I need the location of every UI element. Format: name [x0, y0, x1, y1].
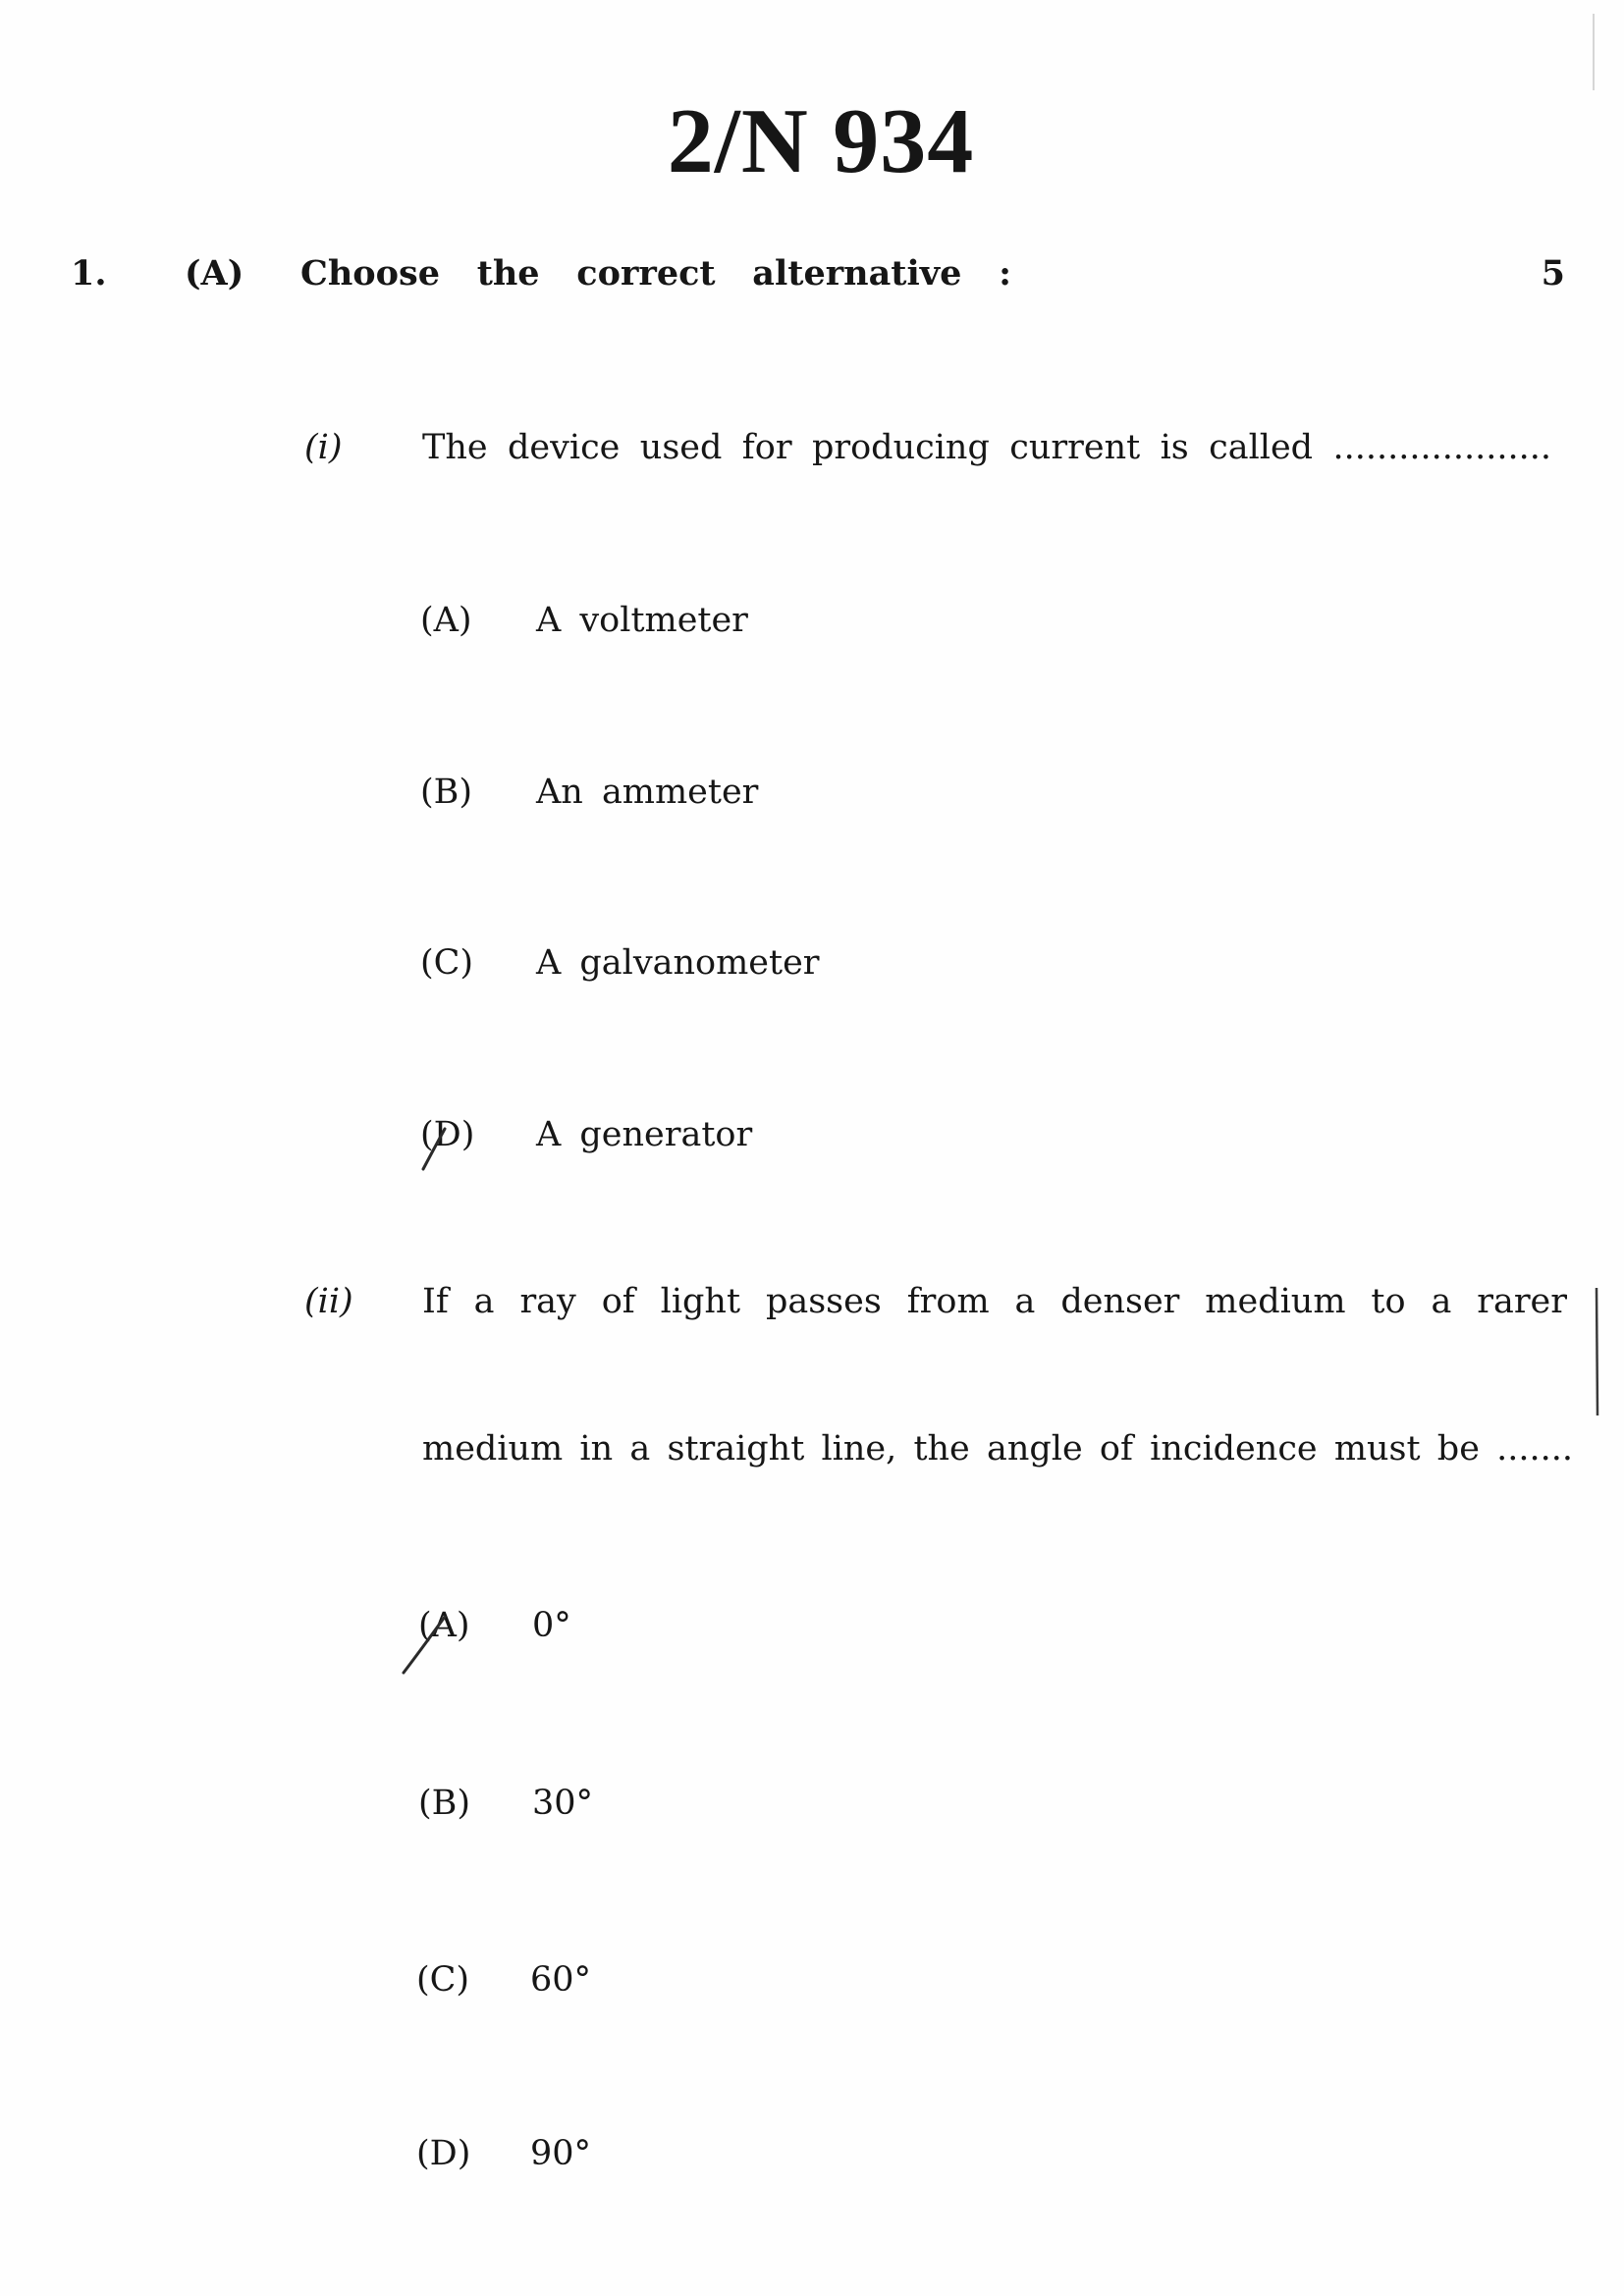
- paper-code-title: 2/N 934: [667, 90, 975, 192]
- option-label: (B): [418, 1784, 471, 1823]
- option-label: (C): [420, 943, 474, 983]
- item-question-text-line-1: If a ray of light passes from a denser medium to a rarer: [422, 1282, 1567, 1321]
- marks-value: 5: [1541, 253, 1565, 294]
- question-number: 1.: [71, 253, 107, 294]
- option-label: (A): [418, 1606, 470, 1645]
- option-text: 60°: [530, 1960, 592, 2000]
- option-text: 30°: [532, 1784, 594, 1823]
- section-label: (A): [185, 253, 244, 294]
- option-row: [418, 1606, 571, 1645]
- option-text: A voltmeter: [536, 601, 748, 640]
- option-label: (D): [416, 2134, 471, 2173]
- option-label: (D): [420, 1115, 475, 1154]
- option-row: [416, 1960, 592, 2000]
- option-text: 90°: [530, 2134, 592, 2173]
- item-question-text: The device used for producing current is called ....................: [422, 428, 1551, 467]
- option-row: [420, 601, 748, 640]
- option-label: (A): [420, 601, 472, 640]
- item-label: (ii): [304, 1282, 353, 1321]
- item-question-text-line-2: medium in a straight line, the angle of incidence must be .......: [422, 1429, 1573, 1468]
- option-label: (C): [416, 1960, 470, 2000]
- option-text: An ammeter: [536, 773, 759, 812]
- option-row: [418, 1784, 594, 1823]
- option-row: [416, 2134, 592, 2173]
- option-label: (B): [420, 773, 473, 812]
- option-text: A galvanometer: [536, 943, 820, 983]
- option-row: [420, 1115, 753, 1154]
- option-row: [420, 775, 758, 810]
- question-instruction: Choose the correct alternative :: [300, 253, 1011, 294]
- option-text: 0°: [532, 1606, 571, 1645]
- option-row: [420, 943, 820, 983]
- option-text: A generator: [536, 1115, 753, 1154]
- item-label: (i): [304, 428, 343, 467]
